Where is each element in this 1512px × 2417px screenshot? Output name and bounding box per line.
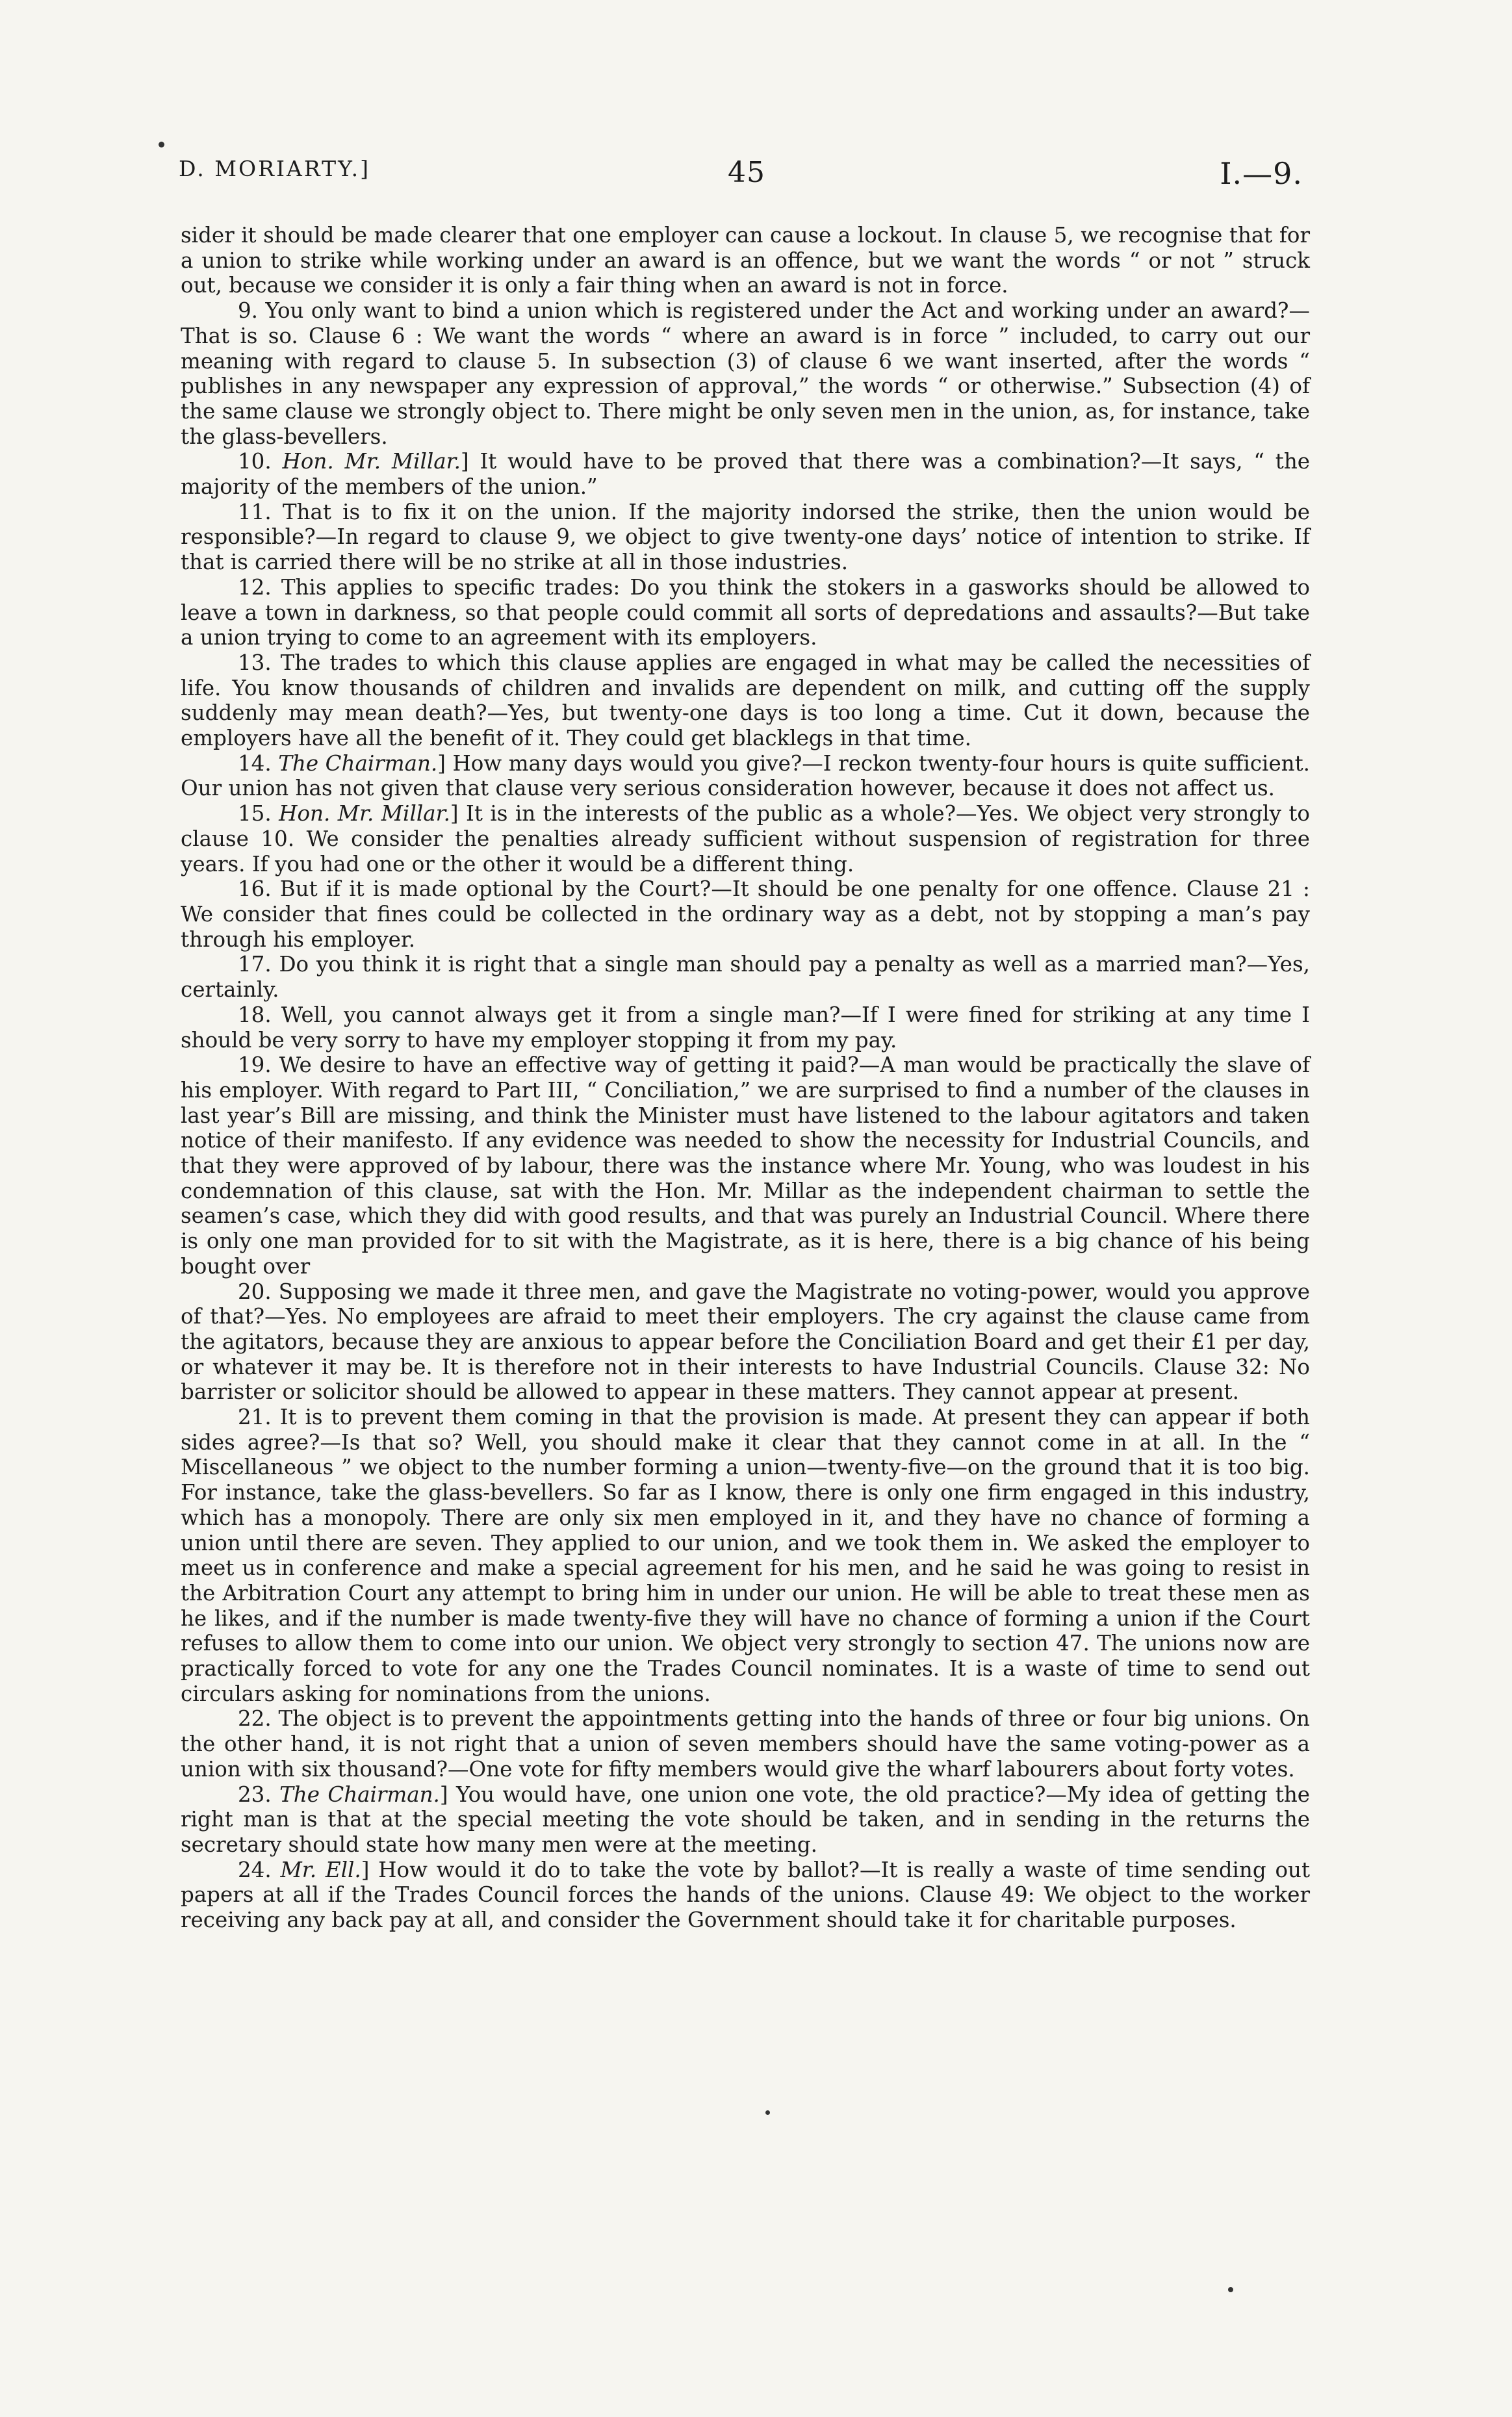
paragraph-text: That is to fix it on the union. If the majority indorsed the strike, then the union would be responsible?—In regard to clause 9, we object to give twenty-one days’ notice of intention to strike. If that is carried there will be no strike at all in those industries. xyxy=(181,499,1310,575)
evidence-paragraph xyxy=(181,449,1310,499)
question-number: 22. xyxy=(238,1706,272,1732)
question-number: 24. xyxy=(238,1857,272,1882)
scan-speck xyxy=(159,142,164,147)
paragraph-text: ] It would have to be proved that there was a combination?—It says, “ the majority of the members of the union.” xyxy=(181,449,1310,500)
evidence-paragraph xyxy=(181,876,1310,952)
paragraph-text: Well, you cannot always get it from a single man?—If I were fined for striking at any time I should be very sorry to have my employer stopping it from my pay. xyxy=(181,1002,1310,1053)
scan-speck xyxy=(1228,2287,1233,2292)
document-code: I.—9. xyxy=(1220,156,1303,191)
evidence-paragraph xyxy=(181,298,1310,449)
evidence-paragraph xyxy=(181,650,1310,751)
page-number: 45 xyxy=(728,156,765,189)
evidence-paragraph xyxy=(181,223,1310,298)
evidence-paragraph xyxy=(181,575,1310,650)
question-number: 9. xyxy=(238,298,259,324)
speaker-name: Hon. Mr. Millar. xyxy=(279,801,450,826)
question-number: 23. xyxy=(238,1782,272,1807)
paragraph-text: The trades to which this clause applies are engaged in what may be called the necessities of life. You know thousands of children and invalids are dependent on milk, and cutting off the supply suddenly may mean death?—Yes, but twenty-one days is too long a time. Cut it down, because the employers have all the benefit of it. They could get blacklegs in that time. xyxy=(181,650,1310,751)
scan-speck xyxy=(765,2110,770,2115)
evidence-paragraph xyxy=(181,1053,1310,1279)
evidence-paragraph xyxy=(181,1279,1310,1405)
question-number: 14. xyxy=(238,750,272,776)
speaker-name: Hon. Mr. Millar. xyxy=(282,449,461,474)
speaker-name: Mr. Ell. xyxy=(280,1857,361,1882)
paragraph-text: sider it should be made clearer that one employer can cause a lockout. In clause 5, we recognise that for a union to strike while working under an award is an offence, but we want the words “ or not ” struck out, because we consider it is only a fair thing when an award is not in force. xyxy=(181,223,1310,298)
paragraph-text: You only want to bind a union which is registered under the Act and working under an award?—That is so. Clause 6 : We want the words “ where an award is in force ” included, to carry out our meaning with regard to clause 5. In subsection (3) of clause 6 we want inserted, after the words “ publishes in any newspaper any expression of approval,” the words “ or otherwise.” Subsection (4) of the same clause we strongly object to. There might be only seven men in the union, as, for instance, take the glass-bevellers. xyxy=(181,298,1310,449)
question-number: 16. xyxy=(238,876,272,902)
paragraph-text: It is to prevent them coming in that the provision is made. At present they can appear if both sides agree?—Is that so? Well, you should make it clear that they cannot come in at all. In the “ Miscellaneous ” we object to the number forming a union—twenty-five—on the ground that it is too big. For instance, take the glass-bevellers. So far as I know, there is only one firm engaged in this industry, which has a monopoly. There are only six men employed in it, and they have no chance of forming a union until there are seven. They applied to our union, and we took them in. We asked the employer to meet us in conference and make a special agreement for his men, and he said he was going to resist in the Arbitration Court any attempt to bring him in under our union. He will be able to treat these men as he likes, and if the number is made twenty-five they will have no chance of forming a union if the Court refuses to allow them to come into our union. We object very strongly to section 47. The unions now are practically forced to vote for any one the Trades Council nominates. It is a waste of time to send out circulars asking for nominations from the unions. xyxy=(181,1405,1310,1706)
paragraph-text: ] How would it do to take the vote by ballot?—It is really a waste of time sending out papers at all if the Trades Council forces the hands of the unions. Clause 49: We object to the worker receiving any back pay at all, and consider the Government should take it for charitable purposes. xyxy=(181,1857,1311,1933)
evidence-text xyxy=(181,223,1310,1933)
question-number: 20. xyxy=(238,1279,272,1304)
question-number: 17. xyxy=(238,952,272,977)
page-header xyxy=(0,156,1512,195)
witness-name: D. MORIARTY.] xyxy=(179,156,370,181)
paragraph-text: ] How many days would you give?—I reckon twenty-four hours is quite sufficient. Our union has not given that clause very serious consideration however, because it does not affect us. xyxy=(181,750,1310,801)
paragraph-text: This applies to specific trades: Do you think the stokers in a gasworks should be allowed to leave a town in darkness, so that people could commit all sorts of depredations and assaults?—But take a union trying to come to an agreement with its employers. xyxy=(181,574,1310,650)
speaker-name: The Chairman. xyxy=(279,1782,440,1807)
paragraph-text: We desire to have an effective way of getting it paid?—A man would be practically the slave of his employer. With regard to Part III, “ Conciliation,” we are surprised to find a number of the clauses in last year’s Bill are missing, and think the Minister must have listened to the labour agitators and taken notice of their manifesto. If any evidence was needed to show the necessity for Industrial Councils, and that they were approved of by labour, there was the instance where Mr. Young, who was loudest in his condemnation of this clause, sat with the Hon. Mr. Millar as the independent chairman to settle the seamen’s case, which they did with good results, and that was purely an Industrial Council. Where there is only one man provided for to sit with the Magistrate, as it is here, there is a big chance of his being bought over xyxy=(181,1053,1310,1279)
speaker-name: The Chairman. xyxy=(278,750,438,776)
question-number: 13. xyxy=(238,650,272,675)
question-number: 19. xyxy=(238,1053,272,1078)
question-number: 18. xyxy=(238,1002,272,1027)
question-number: 15. xyxy=(238,801,272,826)
question-number: 10. xyxy=(238,449,272,474)
paragraph-text: Supposing we made it three men, and gave the Magistrate no voting-power, would you approve of that?—Yes. No employees are afraid to meet their employers. The cry against the clause came from the agitators, because they are anxious to appear before the Conciliation Board and get their £1 per day, or whatever it may be. It is therefore not in their interests to have Industrial Councils. Clause 32: No barrister or solicitor should be allowed to appear in these matters. They cannot appear at present. xyxy=(181,1279,1310,1405)
evidence-paragraph xyxy=(181,751,1310,801)
evidence-paragraph xyxy=(181,1003,1310,1053)
evidence-paragraph xyxy=(181,500,1310,575)
evidence-paragraph xyxy=(181,1405,1310,1706)
paragraph-text: The object is to prevent the appointments getting into the hands of three or four big unions. On the other hand, it is not right that a union of seven members should have the same voting-power as a union with six thousand?—One vote for fifty members would give the wharf labourers about forty votes. xyxy=(181,1706,1310,1782)
paragraph-text: But if it is made optional by the Court?—It should be one penalty for one offence. Clause 21 : We consider that fines could be collected in the ordinary way as a debt, not by stopping a man’s pay through his employer. xyxy=(181,876,1310,952)
question-number: 21. xyxy=(238,1405,272,1430)
evidence-paragraph xyxy=(181,1782,1310,1858)
evidence-paragraph xyxy=(181,1858,1310,1933)
question-number: 11. xyxy=(238,499,272,524)
evidence-paragraph xyxy=(181,801,1310,876)
paragraph-text: ] You would have, one union one vote, the old practice?—My idea of getting the right man is that at the special meeting the vote should be taken, and in sending in the returns the secretary should state how many men were at the meeting. xyxy=(181,1782,1310,1857)
paragraph-text: Do you think it is right that a single man should pay a penalty as well as a married man?—Yes, certainly. xyxy=(181,952,1310,1003)
paragraph-text: ] It is in the interests of the public as a whole?—Yes. We object very strongly to clause 10. We consider the penalties already sufficient without suspension of registration for three years. If you had one or the other it would be a different thing. xyxy=(181,801,1310,876)
evidence-paragraph xyxy=(181,1706,1310,1782)
question-number: 12. xyxy=(238,574,272,600)
evidence-paragraph xyxy=(181,952,1310,1002)
